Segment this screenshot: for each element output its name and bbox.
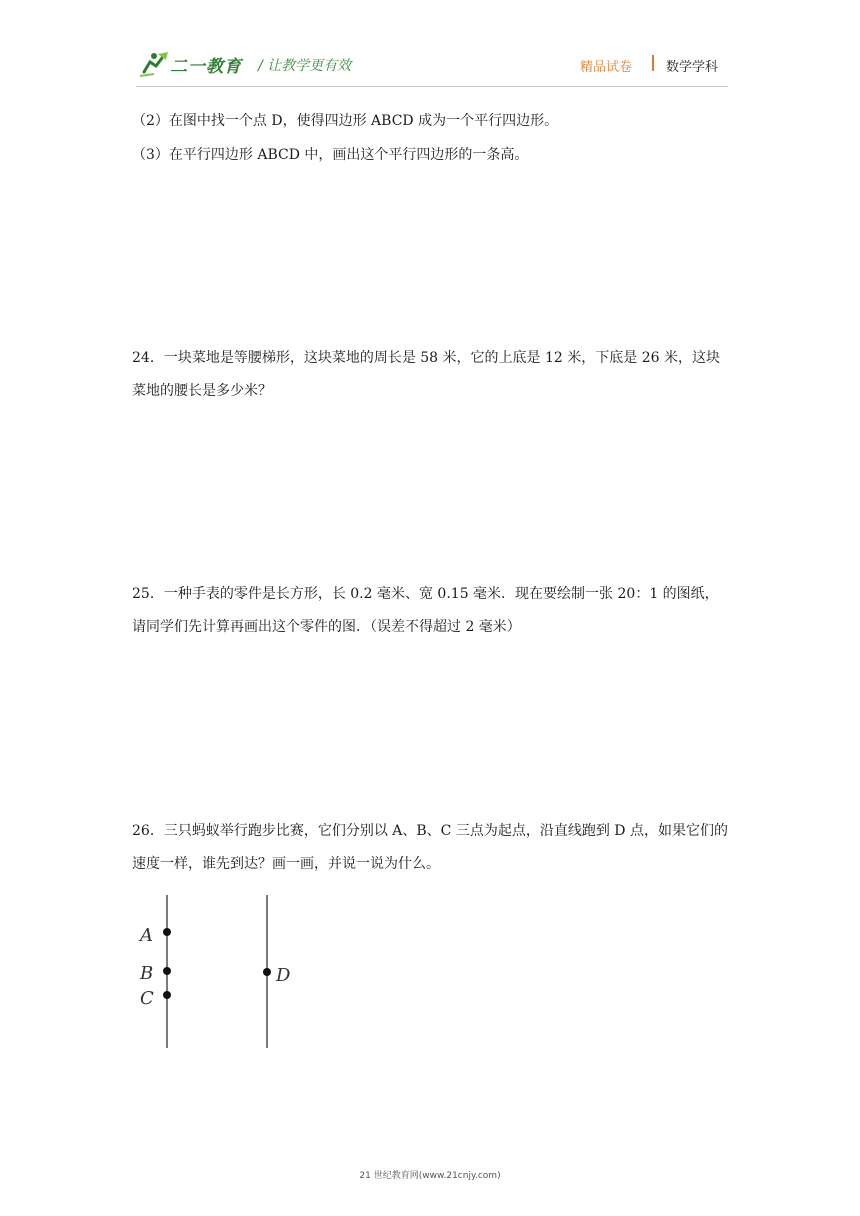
- question-24: 24．一块菜地是等腰梯形，这块菜地的周长是 58 米，它的上底是 12 米，下底是 26 米，这块菜地的腰长是多少米？: [132, 350, 720, 399]
- point-b: [163, 967, 171, 975]
- header-separator: [652, 55, 654, 71]
- question-25: 25．一种手表的零件是长方形，长 0.2 毫米、宽 0.15 毫米．现在要绘制一张 20：1 的图纸，请同学们先计算再画出这个零件的图．（误差不得超过 2 毫米）: [132, 586, 719, 635]
- subject-label: 数学学科: [666, 60, 719, 75]
- ant-race-diagram: [130, 890, 330, 1060]
- question-26: 26．三只蚂蚁举行跑步比赛，它们分别以 A、B、C 三点为起点，沿直线跑到 D 点，如果它们的速度一样，谁先到达？画一画，并说一说为什么。: [132, 823, 728, 872]
- brand-name: 二一教育: [170, 57, 242, 77]
- page-header: [0, 0, 860, 95]
- question-23-part-2: （2）在图中找一个点 D，使得四边形 ABCD 成为一个平行四边形。: [132, 113, 559, 129]
- brand-slogan: / 让教学更有效: [258, 58, 352, 74]
- point-c: [163, 991, 171, 999]
- label-d: D: [276, 965, 291, 986]
- label-c: C: [140, 988, 154, 1009]
- header-divider: [136, 86, 728, 87]
- page-footer: 21 世纪教育网(www.21cnjy.com): [359, 1171, 501, 1181]
- point-a: [163, 928, 171, 936]
- label-b: B: [140, 963, 154, 984]
- label-a: A: [140, 925, 153, 946]
- paper-tag: 精品试卷: [580, 60, 633, 75]
- point-d: [263, 968, 271, 976]
- question-23-part-3: （3）在平行四边形 ABCD 中，画出这个平行四边形的一条高。: [132, 147, 529, 163]
